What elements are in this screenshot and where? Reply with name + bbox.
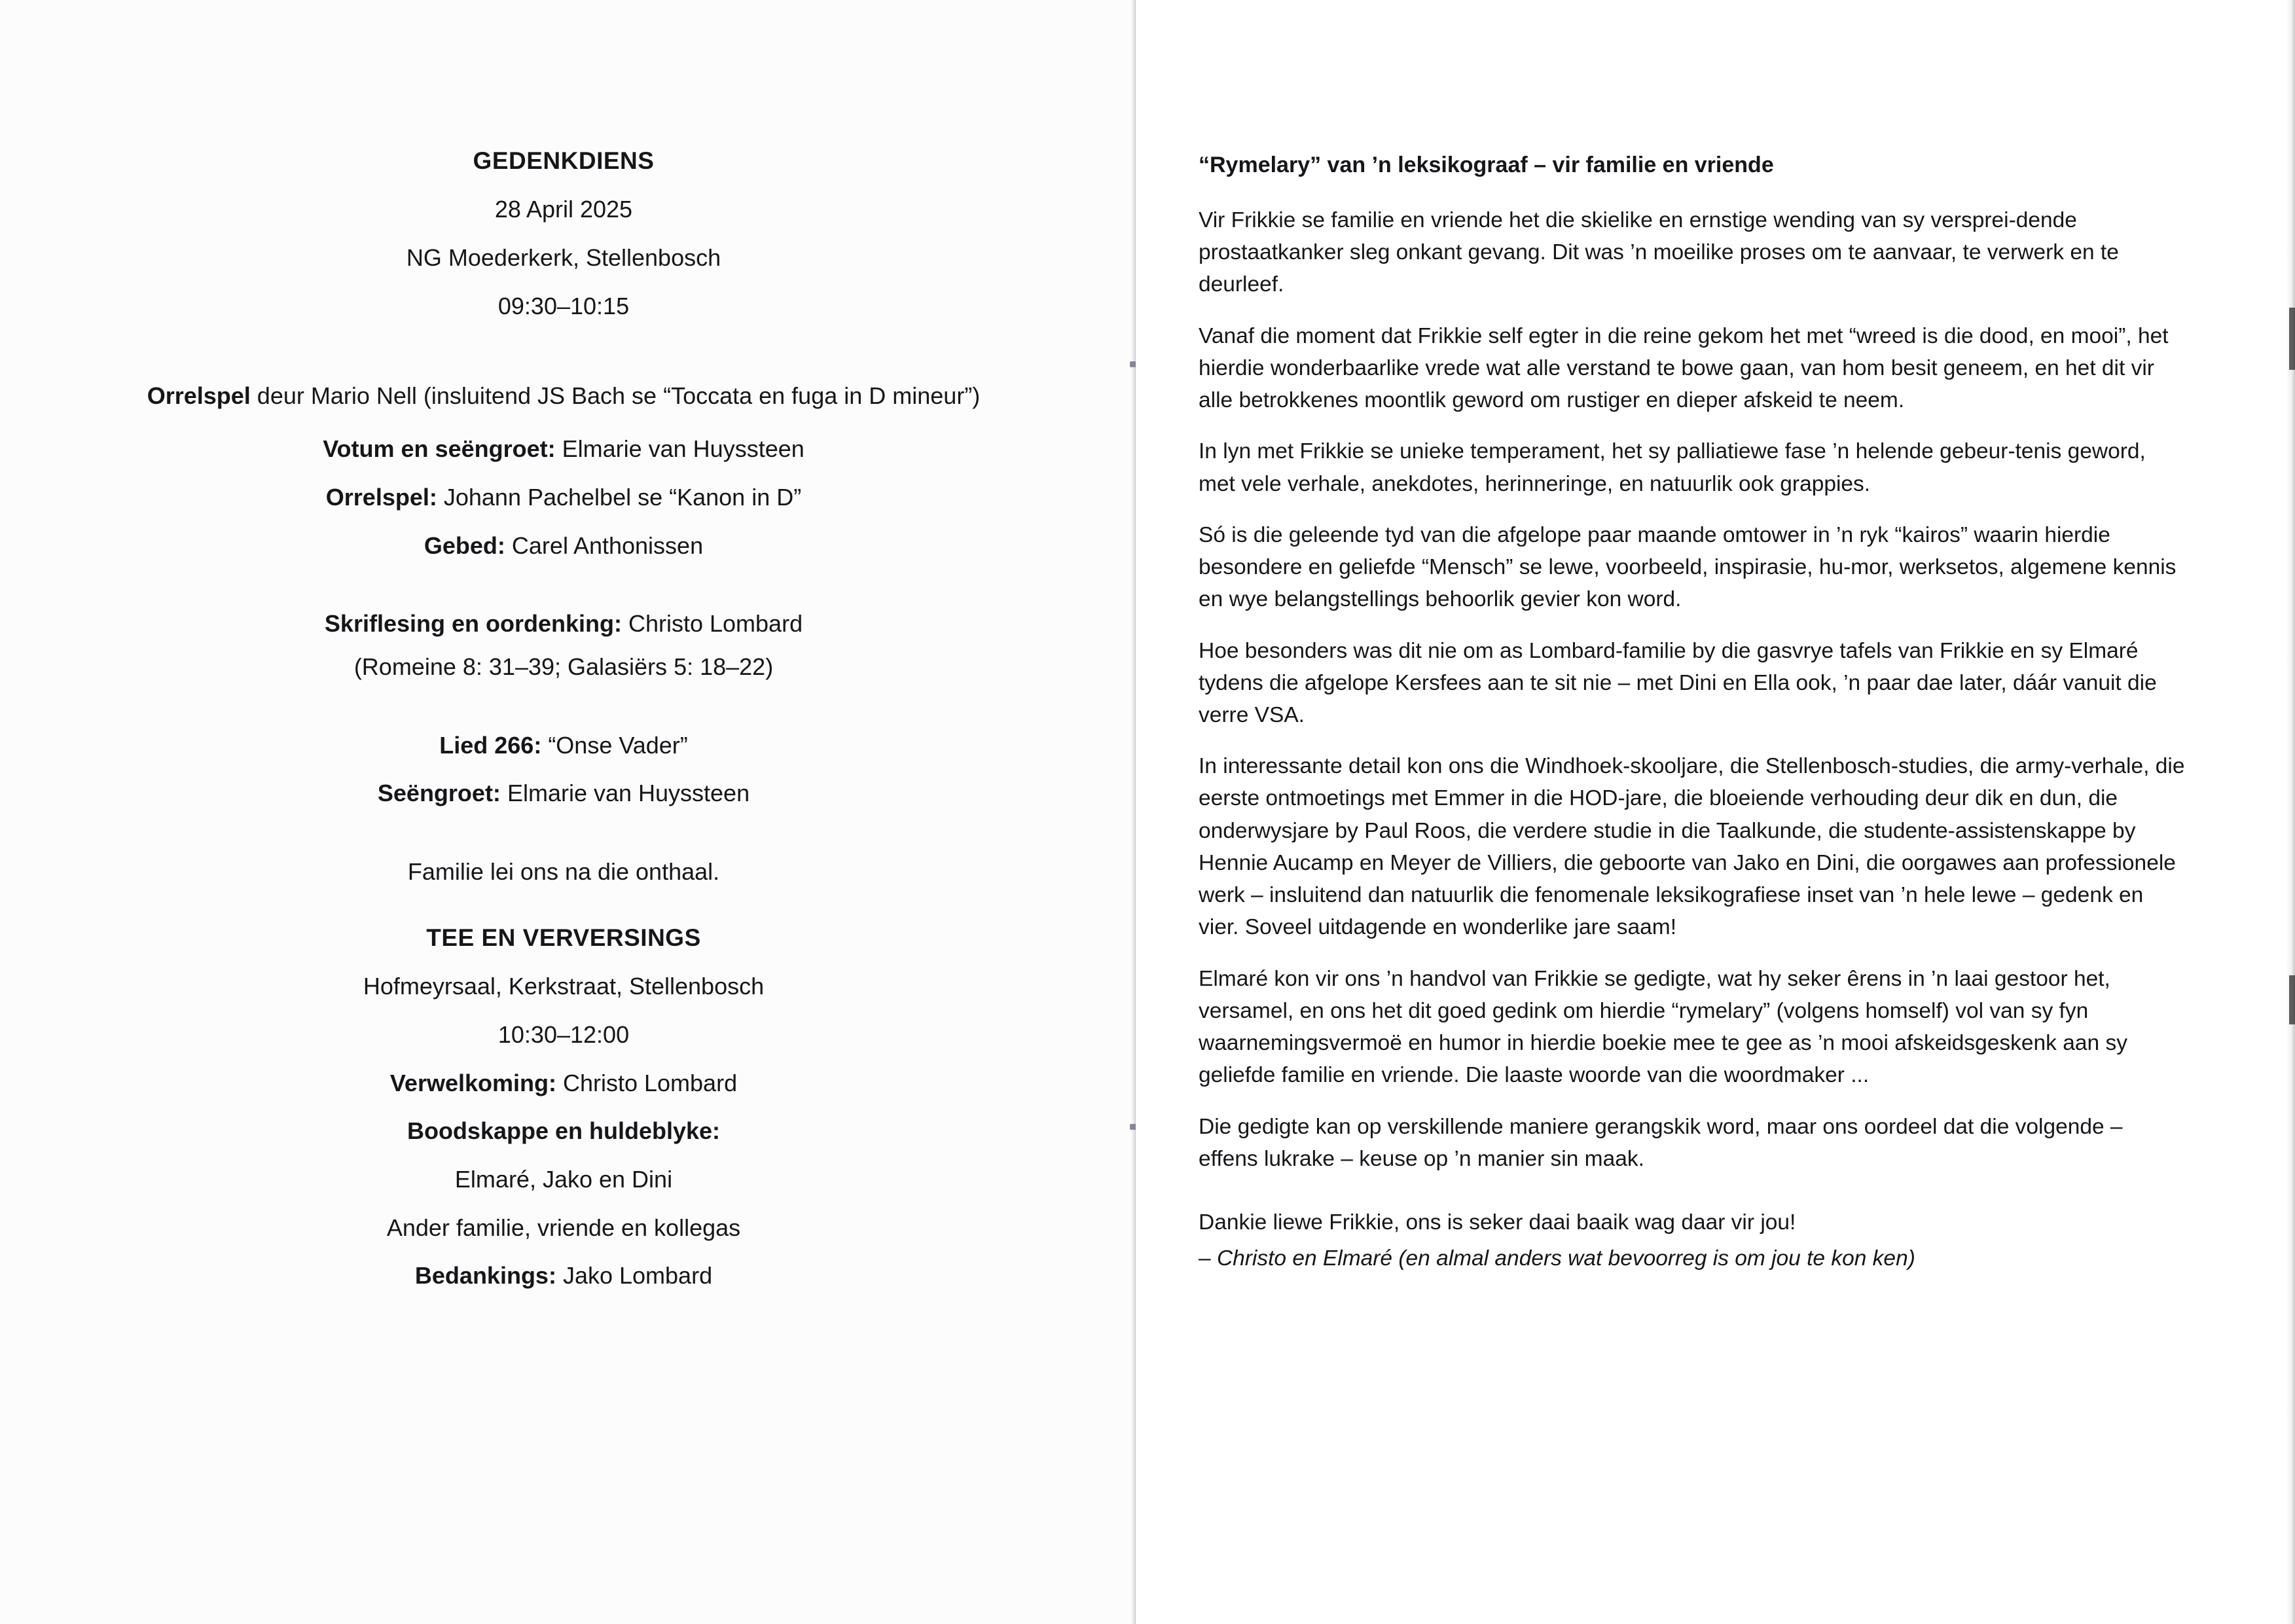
spacer: [63, 698, 1064, 728]
organ-prelude-line: [63, 378, 1064, 414]
program-item-orrelspel-value: Johann Pachelbel se “Kanon in D”: [437, 483, 802, 511]
service-time: 09:30–10:15: [497, 292, 630, 319]
tribute-paragraph: Elmaré kon vir ons ’n handvol van Frikkie se gedigte, wat hy seker êrens in ’n laai gestoor het, versamel, en ons het dit goed gedink om hierdie “rymelary” (volgens homself) vol van sy fyn waarnemingsvermoë en humor in hierdie boekie mee te gee as ’n mooi afskeidsgeskenk aan sy geliefde familie en vriende. Die laaste woorde van die woordmaker ...: [1199, 966, 2127, 1088]
service-date: 28 April 2025: [494, 196, 633, 223]
tribute-paragraph: In interessante detail kon ons die Windhoek-skooljare, die Stellenbosch-studies, die army-verhale, die eerste ontmoetings met Emmer in die HOD-jare, die bloeiende verhouding deur dik en dun, die onderwysjare by Paul Roos, die verdere studie in die Taalkunde, die studente-assistenskappe by Hennie Aucamp en Meyer de Villiers, die geboorte van Jako en Dini, die oorgawes aan professionele werk – insluitend dan natuurlik die fenomenale leksikografiese inset van ’n hele lewe – gedenk en vier. Soveel uitdagende en wonderlike jare saam!: [1199, 754, 2185, 940]
tribute-paragraph: Hoe besonders was dit nie om as Lombard-familie by die gasvrye tafels van Frikkie en sy Elmaré tydens die afgelope Kersfees aan te sit nie – met Dini en Ella ook, ’n paar dae later, dáár vanuit die verre VSA.: [1199, 638, 2157, 728]
tea-time: 10:30–12:00: [497, 1020, 630, 1048]
program-item-skriflesing: [63, 606, 1064, 642]
organ-prelude-label: Orrelspel: [147, 382, 251, 410]
program-item-lied-label: Lied 266:: [439, 731, 542, 759]
program-item-seengroet: [63, 776, 1064, 812]
right-page: [1136, 0, 2295, 1624]
program-item-skriflesing-value: Christo Lombard: [621, 610, 803, 638]
program-item-verwelkoming-label: Verwelkoming:: [389, 1069, 556, 1096]
program-item-seengroet-label: Seëngroet:: [377, 780, 501, 807]
signature-line: – Christo en Elmaré (en almal anders wat bevoorreg is om jou te kon ken): [1199, 1246, 1915, 1271]
program-item-orrelspel: [63, 480, 1064, 516]
tribute-paragraph: In lyn met Frikkie se unieke temperament, het sy palliatiewe fase ’n helende gebeur-tenis geword, met vele verhale, anekdotes, herinneringe, en natuurlik ook grappies.: [1199, 439, 2146, 496]
tribute-paragraph: Só is die geleende tyd van die afgelope paar maande omtower in ’n ryk “kairos” waarin hierdie besondere en geliefde “Mensch” se lewe, voorbeeld, inspirasie, hu-mor, werksetos, algemene kennis en wye belangstellings behoorlik gevier kon word.: [1199, 522, 2177, 612]
service-venue: NG Moederkerk, Stellenbosch: [406, 244, 721, 271]
tea-venue: Hofmeyrsaal, Kerkstraat, Stellenbosch: [363, 973, 765, 1000]
service-heading: GEDENKDIENS: [473, 147, 655, 174]
tribute-title: “Rymelary” van ’n leksikograaf – vir familie en vriende: [1199, 153, 1774, 177]
program-item-gebed-value: Carel Anthonissen: [505, 532, 704, 559]
page-edge-mark: [2289, 308, 2295, 370]
page-edge-mark: [2289, 975, 2295, 1024]
spacer: [63, 903, 1064, 920]
program-item-bedankings: [63, 1258, 1064, 1294]
messages-speaker-others: Ander familie, vriende en kollegas: [386, 1214, 741, 1241]
program-item-votum: [63, 431, 1064, 467]
memorial-service-program: [63, 143, 1064, 1307]
program-item-votum-label: Votum en seëngroet:: [323, 435, 556, 463]
spacer: [63, 336, 1064, 378]
family-note: Familie lei ons na die onthaal.: [407, 858, 720, 886]
tribute-paragraph: Vir Frikkie se familie en vriende het die skielike en ernstige wending van sy versprei-dende prostaatkanker sleg onkant gevang. Dit was ’n moeilike proses om te aanvaar, te verwerk en te deurleef.: [1199, 208, 2119, 297]
spacer: [63, 824, 1064, 854]
spacer: [63, 576, 1064, 606]
program-item-votum-value: Elmarie van Huyssteen: [555, 435, 804, 463]
messages-heading: Boodskappe en huldeblyke:: [407, 1117, 721, 1145]
program-item-lied: [63, 728, 1064, 764]
program-item-orrelspel-label: Orrelspel:: [325, 483, 437, 511]
tribute-paragraph: Vanaf die moment dat Frikkie self egter in die reine gekom het met “wreed is die dood, en mooi”, het hierdie wonderbaarlike vrede wat alle verstand te bowe gaan, van hom besit geneem, en het dit vir alle betrokkenes moontlik geword om rustiger en dieper afskeid te neem.: [1199, 323, 2169, 413]
tribute-paragraph: Die gedigte kan op verskillende maniere gerangskik word, maar ons oordeel dat die volgende – effens lukrake – keuse op ’n manier sin maak.: [1199, 1114, 2123, 1171]
organ-prelude-detail: deur Mario Nell (insluitend JS Bach se “Toccata en fuga in D mineur”): [250, 382, 981, 410]
program-item-bedankings-value: Jako Lombard: [556, 1262, 713, 1290]
page-edge: [2286, 0, 2295, 1624]
program-item-skriflesing-label: Skriflesing en oordenking:: [324, 610, 622, 638]
program-item-gebed: [63, 528, 1064, 564]
left-page: [0, 0, 1136, 1624]
messages-speaker-family: Elmaré, Jako en Dini: [454, 1165, 673, 1193]
program-item-verwelkoming: [63, 1066, 1064, 1102]
program-item-gebed-label: Gebed:: [424, 532, 505, 559]
program-item-verwelkoming-value: Christo Lombard: [556, 1069, 738, 1096]
closing-note: Dankie liewe Frikkie, ons is seker daai baaik wag daar vir jou!: [1199, 1210, 1796, 1235]
program-item-lied-value: “Onse Vader”: [541, 731, 688, 759]
tea-heading: TEE EN VERVERSINGS: [426, 924, 701, 951]
scripture-references: (Romeine 8: 31–39; Galasiërs 5: 18–22): [353, 653, 774, 680]
tribute-text: [1199, 149, 2187, 1275]
program-item-bedankings-label: Bedankings:: [414, 1262, 556, 1290]
program-item-seengroet-value: Elmarie van Huyssteen: [500, 780, 750, 807]
